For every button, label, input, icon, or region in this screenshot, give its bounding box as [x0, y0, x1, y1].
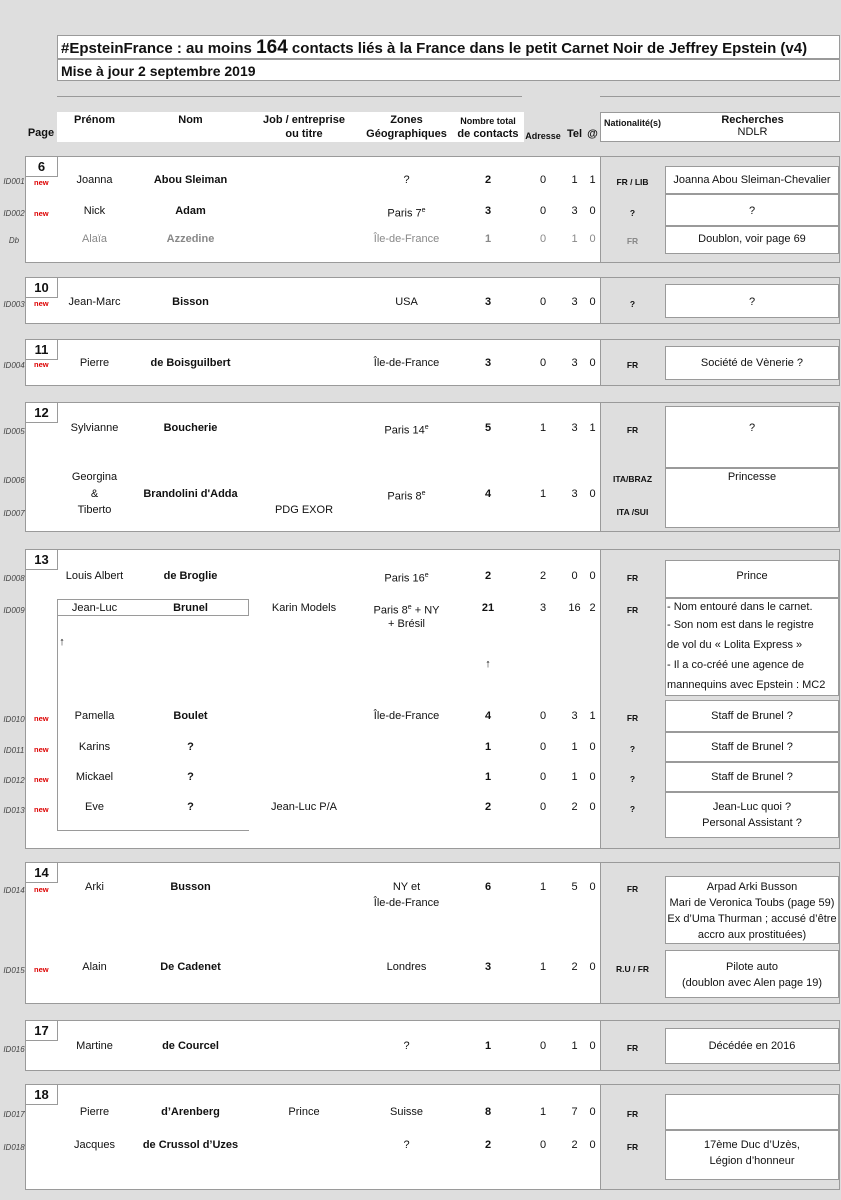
email: 2 [589, 602, 596, 614]
note-line: Mari de Veronica Toubs (page 59) [669, 897, 835, 909]
row-id: ID002 [3, 209, 25, 218]
adresse: 3 [539, 602, 547, 614]
new-badge: new [34, 714, 49, 723]
total: 6 [484, 881, 492, 893]
nationalite: ? [629, 208, 636, 218]
nom: Busson [170, 881, 211, 893]
bracket-line [57, 830, 249, 831]
nationalite: ? [629, 774, 636, 784]
adresse: 0 [539, 357, 547, 369]
zone: ? [403, 1139, 410, 1151]
row-id: ID015 [3, 966, 25, 975]
header-recherches: Recherches [721, 114, 784, 126]
prenom: Joanna [76, 174, 113, 186]
note-line: Pilote auto [726, 961, 778, 973]
page-number: 10 [26, 278, 58, 298]
nom: ? [187, 801, 194, 813]
prenom: Jacques [74, 1139, 115, 1151]
note-line: - Nom entouré dans le carnet. [667, 601, 813, 613]
prenom: Nick [83, 205, 106, 217]
adresse: 1 [539, 488, 547, 500]
zone: Île-de-France [373, 357, 440, 369]
email: 0 [589, 488, 596, 500]
prenom: Arki [85, 881, 104, 893]
prenom: Jean-Marc [68, 296, 121, 308]
note-line: mannequins avec Epstein : MC2 [667, 679, 826, 691]
nom: Adam [175, 205, 206, 217]
email: 0 [589, 771, 596, 783]
nom: Abou Sleiman [153, 174, 228, 186]
adresse: 0 [539, 174, 547, 186]
note: Joanna Abou Sleiman-Chevalier [673, 174, 831, 186]
email: 0 [589, 205, 596, 217]
tel: 7 [571, 1106, 578, 1118]
zone: ? [403, 1040, 410, 1052]
row-id: ID017 [3, 1110, 25, 1119]
adresse: 0 [539, 1040, 547, 1052]
total: 2 [484, 801, 492, 813]
page-number: 13 [26, 550, 58, 570]
note: Princesse [727, 471, 777, 483]
nom: Boucherie [163, 422, 218, 434]
note: ? [748, 205, 756, 217]
new-badge: new [34, 965, 49, 974]
prenom: Karins [78, 741, 111, 753]
tel: 2 [571, 801, 578, 813]
tel: 1 [571, 771, 578, 783]
row-id: ID018 [3, 1143, 25, 1152]
prenom: Alaïa [81, 233, 108, 245]
email: 0 [589, 570, 596, 582]
total: 1 [484, 771, 492, 783]
ampersand: & [90, 488, 99, 500]
prenom: Martine [76, 1040, 113, 1052]
zone: ? [403, 174, 410, 186]
divider [57, 96, 522, 97]
zone-line-2: Île-de-France [373, 897, 440, 909]
tel: 2 [571, 961, 578, 973]
job: PDG EXOR [274, 504, 334, 516]
adresse: 0 [539, 741, 547, 753]
zone: USA [395, 296, 418, 308]
tel: 16 [568, 602, 581, 614]
total: 8 [484, 1106, 492, 1118]
job: Karin Models [271, 602, 337, 614]
nom: Brunel [173, 602, 208, 614]
nationalite: FR [626, 1142, 639, 1152]
prenom: Pierre [79, 357, 110, 369]
note-line: (doublon avec Alen page 19) [681, 977, 823, 989]
page-number: 12 [26, 403, 58, 423]
total: 2 [484, 1139, 492, 1151]
prenom: Alain [82, 961, 107, 973]
tel: 1 [571, 174, 578, 186]
zone: Paris $8^e$ + NY [373, 604, 440, 617]
divider [600, 96, 840, 97]
header-job-2: ou titre [285, 128, 323, 140]
prenom: Tiberto [77, 504, 112, 516]
zone: Paris 16e [384, 572, 429, 585]
header-job-1: Job / entreprise [263, 114, 345, 126]
email: 0 [589, 296, 596, 308]
note-line: de vol du « Lolita Express » [667, 639, 803, 651]
new-badge: new [34, 885, 49, 894]
new-badge: new [34, 299, 49, 308]
row-id: ID003 [3, 300, 25, 309]
note-line: Personal Assistant ? [702, 817, 802, 829]
zone: Île-de-France [373, 710, 440, 722]
note-cell [665, 406, 839, 468]
email: 0 [589, 357, 596, 369]
job: Jean-Luc P/A [270, 801, 338, 813]
row-id: ID006 [3, 476, 25, 485]
note: ? [748, 296, 756, 308]
note: ? [748, 422, 756, 434]
total: 3 [484, 205, 492, 217]
note-line: Arpad Arki Busson [706, 881, 798, 893]
tel: 3 [571, 488, 578, 500]
nationalite: ? [629, 744, 636, 754]
nationalite: ITA /SUI [616, 507, 649, 517]
prenom: Pamella [74, 710, 115, 722]
adresse: 0 [539, 233, 547, 245]
total: 1 [484, 1040, 492, 1052]
total: 1 [484, 233, 492, 245]
tel: 3 [571, 205, 578, 217]
adresse: 2 [539, 570, 547, 582]
header-nationalite: Nationalité(s) [603, 118, 661, 128]
note-line: - Il a co-créé une agence de [667, 659, 804, 671]
nom: Boulet [173, 710, 208, 722]
new-badge: new [34, 360, 49, 369]
nationalite: FR [626, 1043, 639, 1053]
row-id: ID011 [3, 746, 25, 755]
zone: Londres [386, 961, 427, 973]
header-nom: Nom [178, 114, 203, 126]
note: Staff de Brunel ? [711, 710, 793, 722]
row-id: ID008 [3, 574, 25, 583]
row-id: ID010 [3, 715, 25, 724]
total: 5 [484, 422, 492, 434]
note: Staff de Brunel ? [711, 741, 793, 753]
nom: Brandolini d'Adda [143, 488, 238, 500]
title-prefix: : au moins [172, 40, 257, 57]
row-id: ID007 [3, 509, 25, 518]
tel: 1 [571, 741, 578, 753]
nationalite: FR [626, 713, 639, 723]
header-total-1: Nombre total [460, 116, 516, 126]
adresse: 0 [539, 710, 547, 722]
prenom: Mickael [75, 771, 114, 783]
adresse: 1 [539, 422, 547, 434]
title-hashtag: #EpsteinFrance [61, 40, 173, 57]
email: 0 [589, 1106, 596, 1118]
total: 3 [484, 296, 492, 308]
row-id: ID014 [3, 886, 25, 895]
email: 0 [589, 233, 596, 245]
new-badge: new [34, 745, 49, 754]
title-suffix: contacts liés à la France dans le petit Carnet Noir de Jeffrey Epstein (v4) [287, 40, 808, 57]
tel: 1 [571, 1040, 578, 1052]
nom: de Broglie [163, 570, 218, 582]
prenom: Eve [85, 801, 104, 813]
prenom: Georgina [71, 471, 118, 483]
total: 1 [484, 741, 492, 753]
adresse: 0 [539, 801, 547, 813]
row-id: ID004 [3, 361, 25, 370]
page-number: 14 [26, 863, 58, 883]
page-number: 18 [26, 1085, 58, 1105]
prenom: Jean-Luc [71, 602, 118, 614]
nationalite: FR [626, 605, 639, 615]
new-badge: new [34, 805, 49, 814]
email: 1 [589, 422, 596, 434]
note-line: Légion d’honneur [709, 1155, 795, 1167]
note-line: Ex d’Uma Thurman ; accusé d’être [667, 913, 837, 925]
adresse: 1 [539, 881, 547, 893]
arrow-up-icon: ↑ [59, 636, 65, 648]
nom: De Cadenet [160, 961, 221, 973]
new-badge: new [34, 775, 49, 784]
email: 0 [589, 961, 596, 973]
zone: Paris 14e [384, 424, 429, 437]
note: Société de Vènerie ? [700, 357, 804, 369]
document-title [57, 35, 840, 59]
nationalite: FR [626, 360, 639, 370]
adresse: 1 [539, 961, 547, 973]
page-number: 6 [26, 157, 58, 177]
total: 2 [484, 174, 492, 186]
tel: 5 [571, 881, 578, 893]
zone: Paris 8e [387, 490, 426, 503]
zone-line-2: + Brésil [388, 618, 425, 630]
note: Décédée en 2016 [708, 1040, 796, 1052]
note-line: 17ème Duc d’Uzès, [704, 1139, 800, 1151]
tel: 1 [571, 233, 578, 245]
total: 2 [484, 570, 492, 582]
row-id: ID005 [3, 427, 25, 436]
email: 0 [589, 881, 596, 893]
nationalite: FR / LIB [616, 177, 649, 187]
total: 3 [484, 357, 492, 369]
tel: 0 [571, 570, 578, 582]
nom: de Courcel [162, 1040, 219, 1052]
tel: 2 [571, 1139, 578, 1151]
new-badge: new [34, 209, 49, 218]
row-id: ID009 [3, 606, 25, 615]
email: 0 [589, 801, 596, 813]
header-prenom: Prénom [74, 114, 115, 126]
adresse: 1 [539, 1106, 547, 1118]
nationalite: ? [629, 299, 636, 309]
adresse: 0 [539, 1139, 547, 1151]
tel: 3 [571, 710, 578, 722]
row-id: Db [8, 236, 20, 245]
header-tel: Tel [566, 128, 583, 140]
document-subtitle: Mise à jour 2 septembre 2019 [57, 59, 840, 81]
nom: de Crussol d’Uzes [142, 1139, 239, 1151]
note: Staff de Brunel ? [711, 771, 793, 783]
nationalite: FR [626, 884, 639, 894]
note: Prince [736, 570, 768, 582]
zone: Paris 7e [387, 207, 426, 220]
header-adresse: Adresse [525, 131, 561, 141]
new-badge: new [34, 178, 49, 187]
tel: 3 [571, 357, 578, 369]
nom: Bisson [172, 296, 209, 308]
note-line: Jean-Luc quoi ? [712, 801, 792, 813]
zone: Île-de-France [373, 233, 440, 245]
row-id: ID001 [3, 177, 25, 186]
total: 3 [484, 961, 492, 973]
adresse: 0 [539, 771, 547, 783]
tel: 3 [571, 422, 578, 434]
header-total-2: de contacts [457, 128, 519, 140]
nationalite: ? [629, 804, 636, 814]
prenom: Sylvianne [70, 422, 119, 434]
nom: de Boisguilbert [150, 357, 231, 369]
email: 1 [589, 174, 596, 186]
header-zones-1: Zones [390, 114, 423, 126]
adresse: 0 [539, 296, 547, 308]
row-id: ID013 [3, 806, 25, 815]
email: 0 [589, 1040, 596, 1052]
prenom: Pierre [79, 1106, 110, 1118]
email: 0 [589, 741, 596, 753]
page-number: 11 [26, 340, 58, 360]
header-page: Page [27, 127, 55, 139]
total: 4 [484, 710, 492, 722]
nom: ? [187, 771, 194, 783]
email: 1 [589, 710, 596, 722]
title-count: 164 [256, 37, 288, 58]
note-line: - Son nom est dans le registre [667, 619, 814, 631]
zone: NY et [392, 881, 421, 893]
arrow-up-icon: ↑ [485, 658, 491, 670]
note-cell [665, 1094, 839, 1130]
header-zones-2: Géographiques [366, 128, 447, 140]
nom: Azzedine [166, 233, 215, 245]
header-ndlr: NDLR [737, 126, 768, 138]
note-line: accro aux prostituées) [697, 929, 807, 941]
nationalite: FR [626, 1109, 639, 1119]
page-number: 17 [26, 1021, 58, 1041]
nationalite: R.U / FR [615, 964, 650, 974]
row-id: ID012 [3, 776, 25, 785]
nationalite: FR [626, 425, 639, 435]
total: 21 [481, 602, 495, 614]
header-at: @ [587, 128, 598, 140]
nationalite: FR [626, 573, 639, 583]
row-id: ID016 [3, 1045, 25, 1054]
adresse: 0 [539, 205, 547, 217]
tel: 3 [571, 296, 578, 308]
nom: d’Arenberg [161, 1106, 220, 1118]
note: Doublon, voir page 69 [698, 233, 806, 245]
nom: ? [187, 741, 194, 753]
nationalite: ITA/BRAZ [612, 474, 653, 484]
total: 4 [484, 488, 492, 500]
prenom: Louis Albert [65, 570, 124, 582]
email: 0 [589, 1139, 596, 1151]
nationalite: FR [626, 236, 639, 246]
zone: Suisse [389, 1106, 424, 1118]
job: Prince [288, 1106, 320, 1118]
